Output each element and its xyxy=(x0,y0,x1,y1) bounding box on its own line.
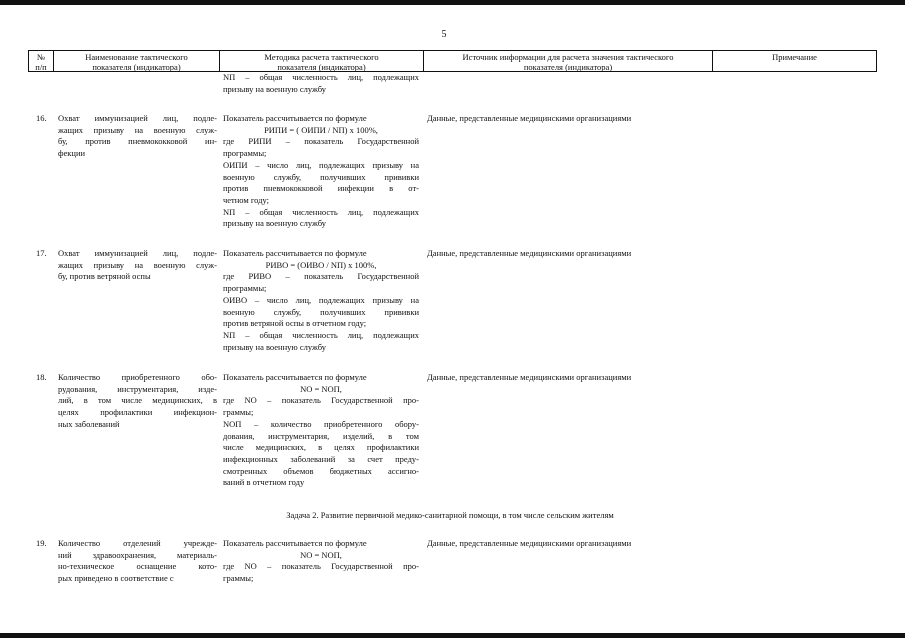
text-line: ных заболеваний xyxy=(58,418,120,429)
page-number: 5 xyxy=(441,29,447,40)
row-16-method xyxy=(223,113,419,230)
text-line: NП – общая численность лиц, подлежащих xyxy=(223,329,419,340)
header-line: показателя (индикатора) xyxy=(523,62,613,72)
text-line: призыву на военную службу xyxy=(223,218,327,229)
text-line: рых приведено в соответствие с xyxy=(58,573,174,584)
text-line: бу, против ветряной оспы xyxy=(58,271,151,282)
text-line: OИВО – число лиц, подлежащих призыву на xyxy=(223,294,419,305)
task-heading: Задача 2. Развитие первичной медико-санитарной помощи, в том числе сельским жителям xyxy=(286,510,614,520)
bottom-rule xyxy=(0,633,905,638)
row-16-name xyxy=(58,113,217,160)
text-line: Охват иммунизацией лиц, подле- xyxy=(58,248,217,258)
header-line: Наименование тактического xyxy=(85,52,188,62)
text-line: ний здравоохранения, материаль- xyxy=(58,549,217,560)
text-line: против пневмококковой инфекции в от- xyxy=(223,183,419,194)
text-line: но-техническое оснащение кото- xyxy=(58,561,217,572)
text-line: дования, инструментария, изделий, в том xyxy=(223,430,419,441)
text-line: смотренных объемов бюджетных ассигно- xyxy=(223,465,419,476)
row-18-method xyxy=(223,372,419,489)
header-col-name xyxy=(53,50,219,72)
continuation-text xyxy=(223,72,419,95)
text-line: где NО – показатель Государственной про- xyxy=(223,395,419,406)
row-18-source: Данные, представленные медицинскими организациями xyxy=(427,372,632,382)
text-line: лий, в том числе медицинских, в xyxy=(58,395,217,406)
header-line: Источник информации для расчета значения тактического xyxy=(462,52,674,62)
text-line: где PИПИ – показатель Государственной xyxy=(223,136,419,147)
text-line: где NО – показатель Государственной про- xyxy=(223,561,419,572)
text-line: целях профилактики инфекцион- xyxy=(58,407,217,418)
text-line: ваний в отчетном году xyxy=(223,477,305,488)
text-line: призыву на военную службу xyxy=(223,83,327,94)
text-line: рудования, инструментария, изде- xyxy=(58,383,217,394)
row-19-method xyxy=(223,538,419,585)
text-line: NП – общая численность лиц, подлежащих xyxy=(223,72,419,82)
text-line: Показатель рассчитывается по формуле xyxy=(223,113,367,123)
row-19-source: Данные, представленные медицинскими организациями xyxy=(427,538,632,548)
header-col-source xyxy=(423,50,712,72)
text-line: где PИВО – показатель Государственной xyxy=(223,271,419,282)
text-line: бу, против пневмококковой ин- xyxy=(58,136,217,147)
text-line: Показатель рассчитывается по формуле xyxy=(223,248,367,258)
text-line: фекции xyxy=(58,148,86,159)
text-line: граммы; xyxy=(223,573,254,584)
row-17-source: Данные, представленные медицинскими организациями xyxy=(427,248,632,258)
header-line: № xyxy=(36,52,46,62)
text-line: граммы; xyxy=(223,407,254,418)
text-line: военную службу, получивших прививки xyxy=(223,171,419,182)
top-rule xyxy=(0,0,905,5)
row-17-number: 17. xyxy=(36,248,47,258)
formula: PИВО = (OИВО / NП) x 100%, xyxy=(265,259,377,270)
text-line: четном году; xyxy=(223,194,270,205)
text-line: Количество приобретенного обо- xyxy=(58,372,217,382)
text-line: призыву на военную службу xyxy=(223,341,327,352)
text-line: Охват иммунизацией лиц, подле- xyxy=(58,113,217,123)
text-line: OИПИ – число лиц, подлежащих призыву на xyxy=(223,159,419,170)
text-line: Показатель рассчитывается по формуле xyxy=(223,372,367,382)
text-line: NП – общая численность лиц, подлежащих xyxy=(223,206,419,217)
header-line: Методика расчета тактического xyxy=(264,52,379,62)
row-16-source: Данные, представленные медицинскими организациями xyxy=(427,113,632,123)
formula: NО = NОП, xyxy=(300,549,342,560)
header-line: показателя (индикатора) xyxy=(277,62,366,72)
row-19-number: 19. xyxy=(36,538,47,548)
text-line: числе медицинских, в целях профилактики xyxy=(223,442,419,453)
text-line: программы; xyxy=(223,148,267,159)
formula: NО = NОП, xyxy=(300,383,342,394)
text-line: Количество отделений учрежде- xyxy=(58,538,217,548)
text-line: жащих призыву на военную служ- xyxy=(58,124,217,135)
text-line: NОП – количество приобретенного обору- xyxy=(223,418,419,429)
text-line: против ветряной оспы в отчетном году; xyxy=(223,318,367,329)
text-line: военную службу, получивших прививки xyxy=(223,306,419,317)
header-col-method xyxy=(219,50,423,72)
text-line: инфекционных заболеваний за счет преду- xyxy=(223,453,419,464)
text-line: Показатель рассчитывается по формуле xyxy=(223,538,367,548)
row-18-number: 18. xyxy=(36,372,47,382)
header-col-note: Примечание xyxy=(712,50,877,72)
row-17-name xyxy=(58,248,217,283)
header-col-number xyxy=(28,50,53,72)
row-16-number: 16. xyxy=(36,113,47,123)
row-17-method xyxy=(223,248,419,353)
row-19-name xyxy=(58,538,217,585)
row-18-name xyxy=(58,372,217,431)
text-line: программы; xyxy=(223,283,267,294)
header-line: п/п xyxy=(35,62,47,72)
text-line: жащих призыву на военную служ- xyxy=(58,259,217,270)
header-line: показателя (индикатора) xyxy=(92,62,181,72)
formula: PИПИ = ( OИПИ / NП) x 100%, xyxy=(264,124,378,135)
